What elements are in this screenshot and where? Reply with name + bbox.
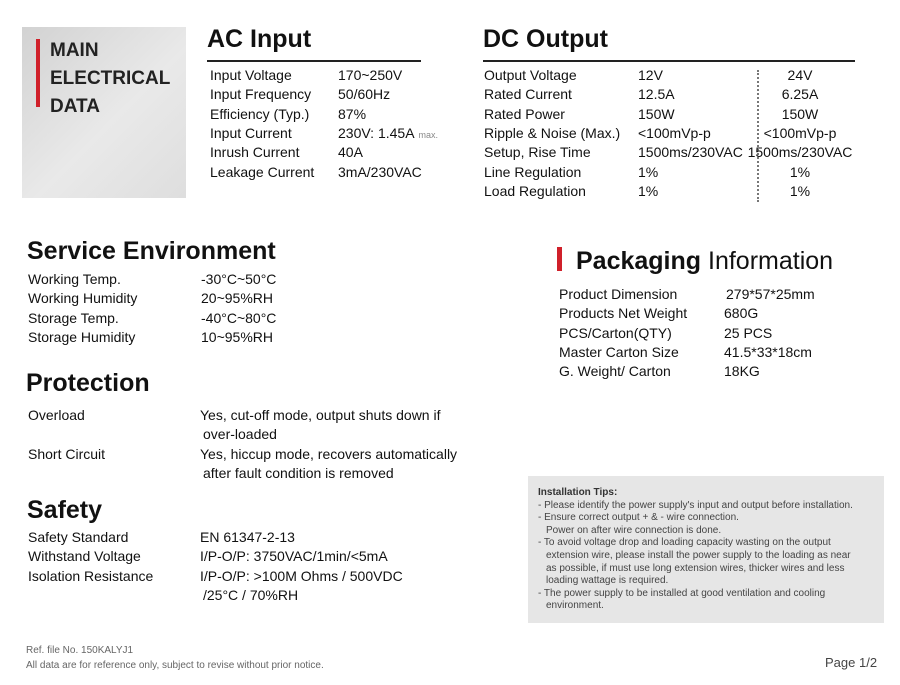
safety-label: Isolation Resistance bbox=[28, 567, 154, 584]
installation-tips-box bbox=[528, 476, 884, 623]
packaging-heading-rest: Information bbox=[708, 247, 834, 275]
ac-input-label: Input Current bbox=[210, 124, 292, 141]
ac-input-value-text: 230V: 1.45A bbox=[338, 124, 415, 141]
ac-input-heading: AC Input bbox=[207, 25, 312, 53]
safety-heading: Safety bbox=[27, 496, 103, 524]
dc-output-value-12v: 1% bbox=[638, 163, 659, 180]
safety-value-line: I/P-O/P: >100M Ohms / 500VDC bbox=[200, 567, 403, 584]
main-box-title-line: MAIN bbox=[50, 40, 99, 61]
main-electrical-data-box bbox=[22, 27, 186, 198]
service-environment-value: -30°C~50°C bbox=[201, 271, 277, 287]
service-environment-value: 10~95%RH bbox=[201, 328, 273, 345]
packaging-value: 279*57*25mm bbox=[726, 286, 815, 302]
red-accent-bar bbox=[36, 39, 40, 107]
packaging-value: 25 PCS bbox=[724, 324, 773, 341]
ac-input-value bbox=[338, 85, 390, 104]
ac-input-value bbox=[338, 163, 422, 182]
safety-label: Safety Standard bbox=[28, 529, 129, 545]
ac-input-label: Efficiency (Typ.) bbox=[210, 105, 310, 122]
dc-output-value-12v: 1500ms/230VAC bbox=[638, 144, 743, 161]
dc-output-value-12v: 12V bbox=[638, 67, 663, 83]
service-environment-label: Working Temp. bbox=[28, 271, 121, 287]
ac-input-value bbox=[338, 124, 438, 145]
safety-value-line: I/P-O/P: 3750VAC/1min/<5mA bbox=[200, 548, 388, 565]
packaging-value: 41.5*33*18cm bbox=[724, 343, 812, 360]
ac-input-value bbox=[338, 66, 402, 85]
installation-tip-line: as possible, if must use long extension wires, thicker wires and less bbox=[546, 562, 845, 574]
protection-label: Overload bbox=[28, 407, 85, 423]
ac-input-label: Input Frequency bbox=[210, 86, 312, 103]
dc-output-rule bbox=[483, 60, 855, 62]
dc-output-value-12v: 12.5A bbox=[638, 86, 675, 103]
dc-output-label: Setup, Rise Time bbox=[484, 144, 591, 161]
packaging-label: PCS/Carton(QTY) bbox=[559, 324, 672, 341]
protection-heading: Protection bbox=[26, 369, 150, 397]
ac-input-rule bbox=[207, 60, 421, 62]
protection-value-line: Yes, cut-off mode, output shuts down if bbox=[200, 407, 441, 423]
ac-input-value-text: 3mA/230VAC bbox=[338, 163, 422, 180]
dc-output-label: Output Voltage bbox=[484, 67, 577, 83]
ac-input-label: Inrush Current bbox=[210, 144, 300, 161]
installation-tip-line: - The power supply to be installed at good ventilation and cooling bbox=[538, 587, 826, 599]
safety-label: Withstand Voltage bbox=[28, 548, 141, 565]
ac-input-value bbox=[338, 143, 363, 162]
reference-file-number: Ref. file No. 150KALYJ1 bbox=[26, 645, 134, 656]
installation-tip-line: Power on after wire connection is done. bbox=[546, 524, 722, 536]
dc-output-label: Line Regulation bbox=[484, 163, 582, 180]
dc-output-value-12v: <100mVp-p bbox=[638, 124, 711, 141]
dc-output-label: Rated Current bbox=[484, 86, 572, 103]
dc-output-value-24v: <100mVp-p bbox=[763, 124, 837, 141]
dc-output-value-12v: 1% bbox=[638, 182, 659, 199]
main-box-title-line: DATA bbox=[50, 96, 100, 117]
dc-output-value-12v: 150W bbox=[638, 105, 675, 122]
page-number: Page 1/2 bbox=[825, 655, 878, 670]
dc-output-label: Rated Power bbox=[484, 105, 565, 122]
dc-output-label: Ripple & Noise (Max.) bbox=[484, 124, 621, 141]
protection-value-line: Yes, hiccup mode, recovers automatically bbox=[200, 446, 458, 462]
ac-input-value-text: 50/60Hz bbox=[338, 86, 391, 103]
installation-tip-line: extension wire, please install the power supply to the loading as near bbox=[546, 549, 851, 561]
installation-tip-line: - To avoid voltage drop and loading capacity wasting on the output bbox=[538, 537, 831, 549]
packaging-label: Master Carton Size bbox=[559, 343, 679, 360]
service-environment-label: Working Humidity bbox=[28, 290, 138, 307]
dc-output-value-24v: 1% bbox=[789, 182, 811, 199]
protection-value-line: over-loaded bbox=[203, 426, 277, 443]
service-environment-label: Storage Humidity bbox=[28, 328, 136, 345]
footer bbox=[26, 644, 324, 673]
packaging-label: Products Net Weight bbox=[559, 305, 688, 322]
installation-tip-line: environment. bbox=[546, 600, 604, 612]
service-environment-value: -40°C~80°C bbox=[201, 309, 277, 326]
ac-input-value-text: 87% bbox=[338, 105, 367, 122]
packaging-heading bbox=[576, 247, 833, 276]
dc-output-value-24v: 150W bbox=[781, 105, 819, 122]
service-environment-label: Storage Temp. bbox=[28, 309, 119, 326]
packaging-accent-bar bbox=[557, 247, 562, 271]
dc-output-value-24v: 6.25A bbox=[781, 86, 819, 103]
dc-output-value-24v: 1500ms/230VAC bbox=[747, 144, 853, 161]
packaging-heading-bold: Packaging bbox=[576, 247, 702, 275]
dc-output-label: Load Regulation bbox=[484, 182, 586, 199]
installation-tips-title: Installation Tips: bbox=[538, 487, 618, 498]
main-box-title bbox=[50, 37, 170, 121]
packaging-value: 680G bbox=[724, 305, 759, 322]
packaging-label: G. Weight/ Carton bbox=[559, 363, 671, 380]
packaging-value: 18KG bbox=[724, 363, 760, 380]
ac-input-value bbox=[338, 105, 366, 124]
packaging-label: Product Dimension bbox=[559, 286, 678, 302]
dc-output-value-24v: 1% bbox=[789, 163, 811, 180]
protection-label: Short Circuit bbox=[28, 446, 106, 462]
ac-input-value-text: 40A bbox=[338, 144, 363, 161]
installation-tip-line: - Ensure correct output + & - wire connection. bbox=[538, 512, 739, 524]
dc-output-value-24v: 24V bbox=[787, 67, 813, 83]
main-box-title-line: ELECTRICAL bbox=[50, 68, 171, 89]
disclaimer-text: All data are for reference only, subject to revise without prior notice. bbox=[26, 659, 324, 671]
installation-tip-line: loading wattage is required. bbox=[546, 575, 669, 587]
dc-output-heading: DC Output bbox=[483, 25, 608, 53]
installation-tip-line: - Please identify the power supply's input and output before installation. bbox=[538, 499, 853, 511]
safety-value-line: /25°C / 70%RH bbox=[203, 586, 299, 603]
service-environment-heading: Service Environment bbox=[27, 237, 276, 265]
ac-input-label: Input Voltage bbox=[210, 67, 292, 83]
ac-input-label: Leakage Current bbox=[210, 163, 315, 180]
ac-input-value-note: max. bbox=[418, 129, 439, 140]
ac-input-value-text: 170~250V bbox=[338, 67, 403, 83]
safety-value-line: EN 61347-2-13 bbox=[200, 529, 295, 545]
protection-value-line: after fault condition is removed bbox=[203, 465, 394, 482]
service-environment-value: 20~95%RH bbox=[201, 290, 273, 307]
